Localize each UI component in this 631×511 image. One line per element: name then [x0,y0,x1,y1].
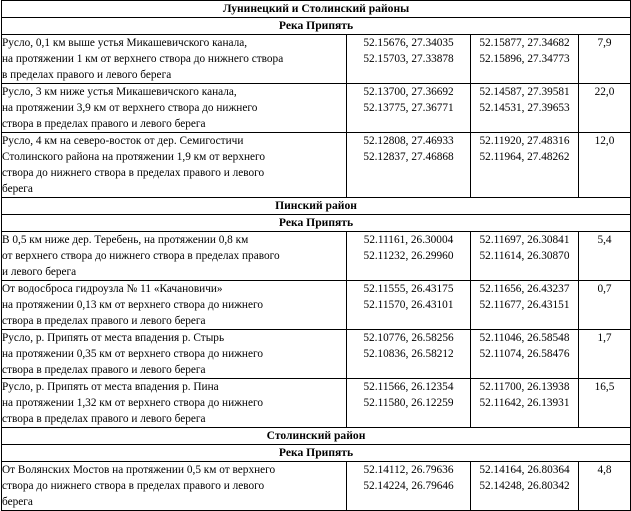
description-line: берега [2,183,33,195]
upper-gate-coordinates-cell [347,379,471,428]
description-line: створа до нижнего створа в пределах правого и левого [2,167,265,179]
length-value: 12,0 [594,135,615,147]
description-line: на протяжении 1,32 км от верхнего створа до нижнего [2,397,263,409]
length-cell [579,35,631,84]
description-line: на протяжении 1 км от верхнего створа до нижнего створа [2,53,284,65]
table-row [2,330,631,379]
length-cell [579,84,631,133]
description-line: и левого берега [2,266,77,278]
description-line: створа до нижнего створа в пределах правого и левого [2,480,265,492]
description-line: в пределах правого и левого берега [2,69,172,81]
section-heading-row [2,198,631,215]
coordinate-line: 52.13775, 27.36771 [363,102,454,114]
river-heading: Река Припять [2,18,631,35]
object-description-cell [2,133,347,198]
coordinate-line: 52.13700, 27.36692 [363,86,454,98]
coordinate-line: 52.11580, 26.12259 [363,397,454,409]
object-description-cell [2,35,347,84]
water-objects-table [1,0,631,511]
coordinate-line: 52.14164, 26.80364 [479,464,570,476]
river-heading: Река Припять [2,215,631,232]
description-line: от верхнего створа до нижнего створа в пределах правого [2,250,280,262]
description-line: створа в пределах правого и левого берега [2,413,206,425]
length-cell [579,330,631,379]
length-value: 5,4 [597,234,612,246]
river-heading: Река Припять [2,445,631,462]
table-row [2,281,631,330]
lower-gate-coordinates-cell [471,330,579,379]
coordinate-line: 52.15877, 27.34682 [479,37,570,49]
object-description-cell [2,462,347,511]
lower-gate-coordinates-cell [471,35,579,84]
length-cell [579,462,631,511]
coordinate-line: 52.11074, 26.58476 [479,348,570,360]
coordinate-line: 52.11566, 26.12354 [363,381,454,393]
coordinate-line: 52.14248, 26.80342 [479,480,570,492]
table-row [2,35,631,84]
lower-gate-coordinates-cell [471,281,579,330]
coordinate-line: 52.12808, 27.46933 [363,135,454,147]
table-row [2,232,631,281]
coordinate-line: 52.11046, 26.58548 [479,332,570,344]
coordinate-line: 52.11161, 26.30004 [363,234,454,246]
lower-gate-coordinates-cell [471,462,579,511]
description-line: на протяжении 3,9 км от верхнего створа до нижнего [2,102,258,114]
section-heading: Столинский район [2,428,631,445]
coordinate-line: 52.11920, 27.48316 [479,135,570,147]
length-value: 1,7 [597,332,612,344]
coordinate-line: 52.11964, 27.48262 [479,151,570,163]
upper-gate-coordinates-cell [347,133,471,198]
coordinate-line: 52.11656, 26.43237 [479,283,570,295]
object-description-cell [2,281,347,330]
coordinate-line: 52.11555, 26.43175 [363,283,454,295]
table-row [2,84,631,133]
length-value: 7,9 [597,37,612,49]
description-line: Русло, 0,1 км выше устья Микашевичского канала, [2,37,248,49]
coordinate-line: 52.11232, 26.29960 [363,250,454,262]
description-line: на протяжении 0,35 км от верхнего створа до нижнего [2,348,263,360]
description-line: створа в пределах правого и левого берега [2,364,206,376]
coordinate-line: 52.10836, 26.58212 [363,348,454,360]
length-cell [579,232,631,281]
object-description-cell [2,330,347,379]
description-line: Русло, р. Припять от места впадения р. Стырь [2,332,225,344]
length-cell [579,281,631,330]
description-line: Столинского района на протяжении 1,9 км от верхнего [2,151,266,163]
lower-gate-coordinates-cell [471,133,579,198]
lower-gate-coordinates-cell [471,232,579,281]
coordinate-line: 52.11697, 26.30841 [479,234,570,246]
description-line: берега [2,496,33,508]
table-row [2,462,631,511]
river-heading-row [2,445,631,462]
description-line: Русло, 3 км ниже устья Микашевичского канала, [2,86,237,98]
coordinate-line: 52.14112, 26.79636 [363,464,454,476]
upper-gate-coordinates-cell [347,84,471,133]
lower-gate-coordinates-cell [471,379,579,428]
lower-gate-coordinates-cell [471,84,579,133]
length-value: 16,5 [594,381,615,393]
table-row [2,133,631,198]
length-cell [579,379,631,428]
description-line: От водосброса гидроузла № 11 «Качановичи» [2,283,223,295]
coordinate-line: 52.14587, 27.39581 [479,86,570,98]
coordinate-line: 52.12837, 27.46868 [363,151,454,163]
length-value: 4,8 [597,464,612,476]
coordinate-line: 52.11614, 26.30870 [479,250,570,262]
description-line: створа в пределах правого и левого берега [2,315,206,327]
description-line: В 0,5 км ниже дер. Теребень, на протяжении 0,8 км [2,234,249,246]
length-value: 0,7 [597,283,612,295]
upper-gate-coordinates-cell [347,330,471,379]
object-description-cell [2,84,347,133]
upper-gate-coordinates-cell [347,232,471,281]
upper-gate-coordinates-cell [347,35,471,84]
section-heading: Пинский район [2,198,631,215]
coordinate-line: 52.15676, 27.34035 [363,37,454,49]
upper-gate-coordinates-cell [347,462,471,511]
object-description-cell [2,379,347,428]
length-cell [579,133,631,198]
description-line: створа в пределах правого и левого берега [2,118,206,130]
river-heading-row [2,215,631,232]
description-line: Русло, р. Припять от места впадения р. Пина [2,381,219,393]
coordinate-line: 52.11677, 26.43151 [479,299,570,311]
upper-gate-coordinates-cell [347,281,471,330]
section-heading: Лунинецкий и Столинский районы [2,1,631,18]
coordinate-line: 52.14224, 26.79646 [363,480,454,492]
description-line: на протяжении 0,13 км от верхнего створа до нижнего [2,299,263,311]
description-line: От Волянских Мостов на протяжении 0,5 км от верхнего [2,464,276,476]
object-description-cell [2,232,347,281]
coordinate-line: 52.10776, 26.58256 [363,332,454,344]
table-row [2,379,631,428]
coordinate-line: 52.11700, 26.13938 [479,381,570,393]
coordinate-line: 52.11642, 26.13931 [479,397,570,409]
river-heading-row [2,18,631,35]
coordinate-line: 52.14531, 27.39653 [479,102,570,114]
coordinate-line: 52.11570, 26.43101 [363,299,454,311]
coordinate-line: 52.15896, 27.34773 [479,53,570,65]
section-heading-row [2,1,631,18]
length-value: 22,0 [594,86,615,98]
section-heading-row [2,428,631,445]
description-line: Русло, 4 км на северо-восток от дер. Семигостичи [2,135,244,147]
coordinate-line: 52.15703, 27.33878 [363,53,454,65]
